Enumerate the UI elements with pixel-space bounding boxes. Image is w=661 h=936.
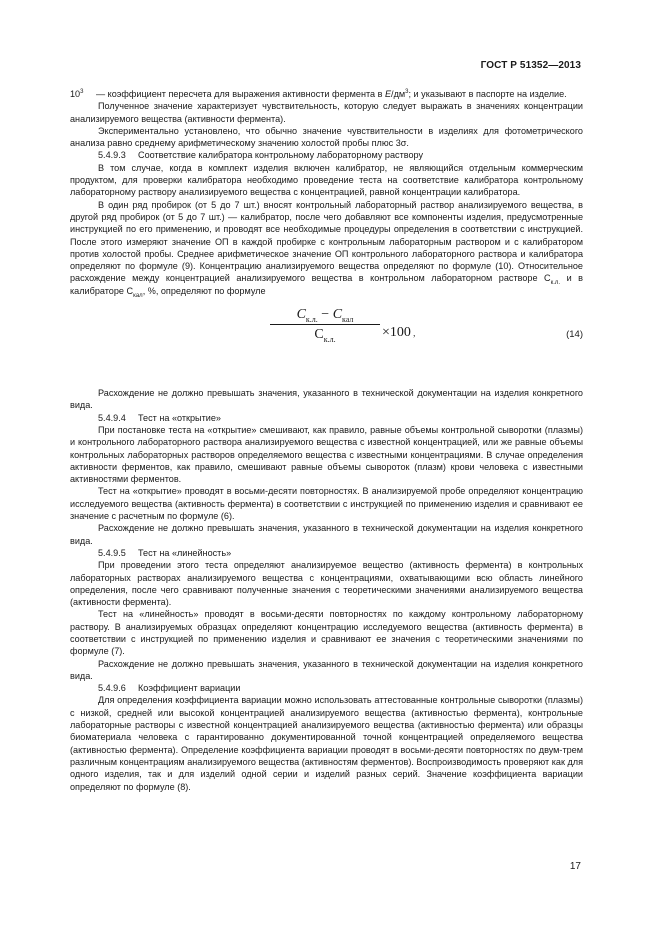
paragraph: В том случае, когда в комплект изделия включен калибратор, не являющийся отдельным коммерческим продуктом, для проверки калибратора необходимо проведение теста на соответствие калибратора контрольному лабораторному раствору анализируемого вещества с концентрацией, равной концентрации калибратора. bbox=[70, 162, 583, 198]
section-heading-5-4-9-6: 5.4.9.6 Коэффициент вариации bbox=[98, 683, 241, 694]
definition-10-3 bbox=[70, 88, 583, 100]
formula-fraction bbox=[270, 307, 380, 345]
paragraph: Тест на «линейность» проводят в восьми-десяти повторностях по каждому контрольному лабораторному раствору. В анализируемых образцах определяют концентрацию исследуемого вещества (активность фермента) в соответствии с инструкцией по применению изделия и сравнивают ее значения с теоретическими значениями по формуле (7). bbox=[70, 609, 583, 657]
formula-denominator: $С_{к.л.}$ bbox=[314, 327, 336, 345]
definition-text: — коэффициент пересчета для выражения активности фермента в $Е/дм^3$; и указывают в паспорте на изделие. bbox=[96, 88, 567, 99]
document-code-header: ГОСТ Р 51352—2013 bbox=[480, 60, 581, 71]
paragraph: Расхождение не должно превышать значения, указанного в технической документации на изделия конкретного вида. bbox=[70, 388, 583, 411]
formula-number: (14) bbox=[566, 329, 583, 341]
paragraph: При постановке теста на «открытие» смешивают, как правило, равные объемы контрольной сыворотки (плазмы) и контрольного лабораторного раствора анализируемого вещества с известной концентрацией, или же равные объемы контрольных лабораторных растворов определяемого вещества с известными концентрациями. В случае определения активности ферментов, как правило, смешивают равные объемы сывороток (плазм) крови человека с известными активностями ферментов. bbox=[70, 424, 583, 485]
formula-multiplier: ×100 , bbox=[382, 325, 416, 341]
document-body bbox=[70, 88, 583, 793]
formula-14 bbox=[70, 305, 583, 375]
paragraph: Полученное значение характеризует чувствительность, которую следует выражать в значениях концентрации анализируемого вещества (активности фермента). bbox=[70, 101, 583, 124]
paragraph: Расхождение не должно превышать значения, указанного в технической документации на изделия конкретного вида. bbox=[70, 658, 583, 681]
page-number: 17 bbox=[569, 861, 581, 872]
paragraph: При проведении этого теста определяют анализируемое вещество (активность фермента) в контрольных лабораторных растворах анализируемого вещества с концентрациями, охватывающими всю область линейного определения, после чего сравнивают полученные значения с теоретическими значениями анализируемого вещества (активности фермента). bbox=[70, 560, 583, 608]
definition-term: $10^3$ bbox=[70, 88, 84, 99]
paragraph: В один ряд пробирок (от 5 до 7 шт.) вносят контрольный лабораторный раствор анализируемого вещества, в другой ряд пробирок (от 5 до 7 шт.) — калибратор, после чего добавляют все компоненты изделия, предусмотренные инструкцией по его применению, и проводят все необходимые процедуры определения в соответствии с инструкцией. После этого измеряют значение ОП в каждой пробирке с контрольным лабораторным раствором и с калибратором против холостой пробы. Среднее арифметическое значение ОП контрольного лабораторного раствора и калибратора определяют по формуле (9). Концентрацию анализируемого вещества определяют по формуле (10). Относительное расхождение между концентрацией анализируемого вещества в контрольном лабораторном растворе $С_{к.л.}$ и в калибраторе $С_{кал}$, %, определяют по формуле bbox=[70, 199, 583, 299]
section-heading-5-4-9-3: 5.4.9.3 Соответствие калибратора контрольному лабораторному раствору bbox=[98, 150, 424, 161]
section-heading-5-4-9-5: 5.4.9.5 Тест на «линейность» bbox=[98, 547, 232, 558]
paragraph: Тест на «открытие» проводят в восьми-десяти повторностях. В анализируемой пробе определяют концентрацию исследуемого вещества (активность фермента) в соответствии с инструкцией по применению изделия и сравнивают ее значение с расчетным по формуле (6). bbox=[70, 486, 583, 522]
paragraph: Расхождение не должно превышать значения, указанного в технической документации на изделия конкретного вида. bbox=[70, 523, 583, 546]
section-heading-5-4-9-4: 5.4.9.4 Тест на «открытие» bbox=[98, 412, 221, 423]
paragraph: Экспериментально установлено, что обычно значение чувствительности в изделиях для фотометрического анализа равно среднему арифметическому значению холостой пробы плюс 3σ. bbox=[70, 125, 583, 149]
paragraph: Для определения коэффициента вариации можно использовать аттестованные контрольные сыворотки (плазмы) с низкой, средней или высокой концентрацией анализируемого вещества (активностью фермента), контрольные лабораторные растворы с известной концентрацией анализируемого вещества (активностью фермента) или образцы биоматериала человека с гарантированно документированной точной концентрацией определяемого вещества (активностью фермента). Определение коэффициента вариации проводят в восьми-десяти повторностях по двум-трем различным концентрациям анализируемого вещества (активностям ферментов). Воспроизводимость проверяют как для одного изделия, так и для изделий одной серии и изделий разных серий. Значение коэффициента вариации определяют по формуле (8). bbox=[70, 695, 583, 792]
formula-numerator: $C_{к.л.} - C_{кал}$ bbox=[270, 309, 380, 325]
